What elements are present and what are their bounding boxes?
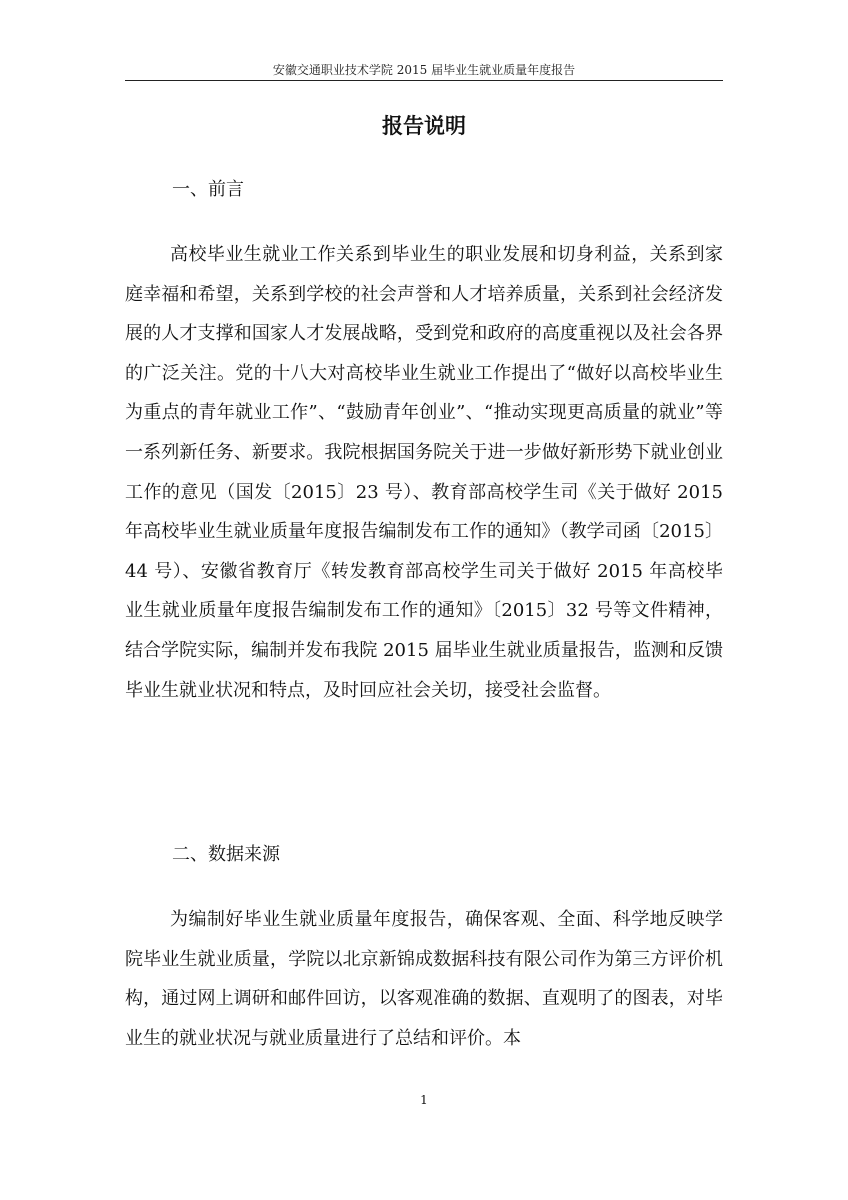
page-number: 1 (420, 1093, 428, 1107)
running-header: 安徽交通职业技术学院 2015 届毕业生就业质量年度报告 (272, 63, 576, 77)
section-paragraph-preface: 高校毕业生就业工作关系到毕业生的职业发展和切身利益，关系到家庭幸福和希望，关系到学校的社会声誉和人才培养质量，关系到社会经济发展的人才支撑和国家人才发展战略，受到党和政府的高度重视以及社会各界的广泛关注。党的十八大对高校毕业生就业工作提出了“做好以高校毕业生为重点的青年就业工作”、“鼓励青年创业”、“推动实现更高质量的就业”等一系列新任务、新要求。我院根据国务院关于进一步做好新形势下就业创业工作的意见（国发〔2015〕23 号）、教育部高校学生司《关于做好 2015 年高校毕业生就业质量年度报告编制发布工作的通知》（教学司函〔2015〕44 号）、安徽省教育厅《转发教育部高校学生司关于做好 2015 年高校毕业生就业质量年度报告编制发布工作的通知》〔2015〕32 号等文件精神，结合学院实际，编制并发布我院 2015 届毕业生就业质量报告，监测和反馈毕业生就业状况和特点，及时回应社会关切，接受社会监督。 (125, 244, 723, 701)
document-title: 报告说明 (382, 114, 466, 138)
section-heading-data-source: 二、数据来源 (172, 844, 280, 865)
section-paragraph-data-source: 为编制好毕业生就业质量年度报告，确保客观、全面、科学地反映学院毕业生就业质量，学院以北京新锦成数据科技有限公司作为第三方评价机构，通过网上调研和邮件回访，以客观准确的数据、直观明了的图表，对毕业生的就业状况与就业质量进行了总结和评价。本 (125, 909, 723, 1049)
section-heading-preface: 一、前言 (172, 179, 244, 200)
header-rule (125, 80, 723, 81)
